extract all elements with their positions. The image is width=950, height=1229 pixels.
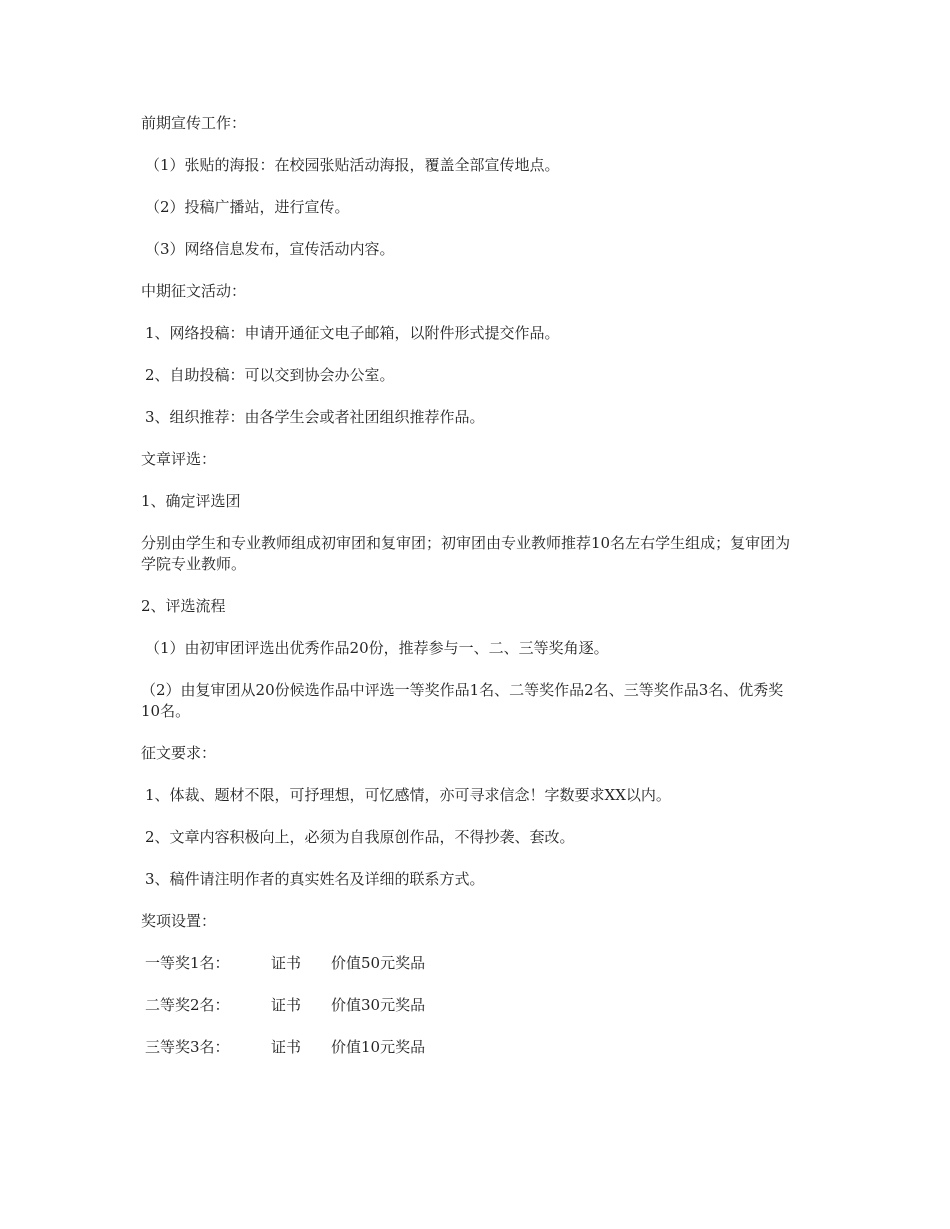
requirements-item: 3、稿件请注明作者的真实姓名及详细的联系方式。 — [145, 870, 485, 888]
award-value: 价值50元奖品 — [331, 954, 426, 972]
requirements-heading: 征文要求： — [141, 744, 217, 762]
awards-heading: 奖项设置： — [141, 912, 217, 930]
promo-item: （2）投稿广播站，进行宣传。 — [145, 198, 350, 216]
promo-item: （1）张贴的海报：在校园张贴活动海报，覆盖全部宣传地点。 — [145, 156, 560, 174]
collect-item: 2、自助投稿：可以交到协会办公室。 — [145, 366, 395, 384]
award-row — [141, 953, 800, 974]
collect-item: 1、网络投稿：申请开通征文电子邮箱，以附件形式提交作品。 — [145, 324, 560, 342]
review-sub2-item: （2）由复审团从20份候选作品中评选一等奖作品1名、二等奖作品2名、三等奖作品3名、优秀奖10名。 — [141, 681, 784, 720]
promo-heading: 前期宣传工作： — [141, 114, 247, 132]
award-name: 一等奖1名： — [145, 954, 230, 972]
requirements-item: 1、体裁、题材不限，可抒理想，可忆感情，亦可寻求信念！字数要求XX以内。 — [145, 786, 671, 804]
collect-item: 3、组织推荐：由各学生会或者社团组织推荐作品。 — [145, 408, 485, 426]
collect-heading: 中期征文活动： — [141, 282, 247, 300]
promo-item: （3）网络信息发布，宣传活动内容。 — [145, 240, 395, 258]
review-sub1-text: 分别由学生和专业教师组成初审团和复审团；初审团由专业教师推荐10名左右学生组成；复审团为学院专业教师。 — [141, 534, 791, 573]
award-row — [141, 1037, 800, 1058]
review-sub2-title: 2、评选流程 — [141, 597, 226, 615]
award-value: 价值30元奖品 — [331, 996, 426, 1014]
award-value: 价值10元奖品 — [331, 1038, 426, 1056]
award-cert: 证书 — [271, 996, 302, 1014]
award-cert: 证书 — [271, 954, 302, 972]
award-cert: 证书 — [271, 1038, 302, 1056]
review-heading: 文章评选： — [141, 450, 217, 468]
review-sub1-title: 1、确定评选团 — [141, 492, 241, 510]
review-sub2-item: （1）由初审团评选出优秀作品20份，推荐参与一、二、三等奖角逐。 — [145, 639, 609, 657]
award-name: 三等奖3名： — [145, 1038, 230, 1056]
award-name: 二等奖2名： — [145, 996, 230, 1014]
requirements-item: 2、文章内容积极向上，必须为自我原创作品，不得抄袭、套改。 — [145, 828, 575, 846]
award-row — [141, 995, 800, 1016]
